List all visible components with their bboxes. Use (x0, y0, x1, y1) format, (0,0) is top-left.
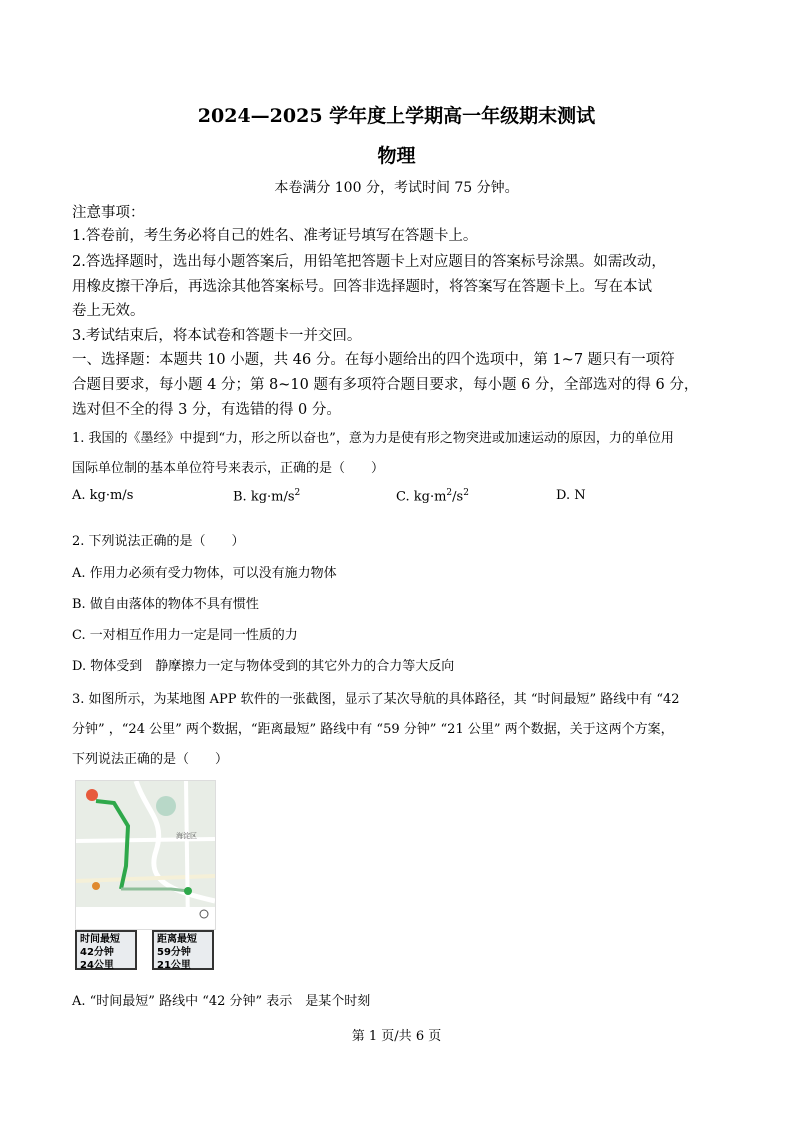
route-card-distance-shortest (152, 930, 214, 970)
exam-title: 2024—2025 学年度上学期高一年级期末测试 (197, 105, 596, 127)
note-3: 3.考试结束后，将本试卷和答题卡一并交回。 (72, 328, 362, 344)
q3-stem-line-2: 分钟” ，“24 公里” 两个数据，“距离最短” 路线中有 “59 分钟” “21 公里” 两个数据，关于这两个方案， (72, 722, 674, 737)
q1-option-c: C. $kg\cdot m^2/s^2$ (396, 488, 469, 505)
section-1-line-3: 选对但不全的得 3 分，有选错的得 0 分。 (72, 402, 341, 418)
route-card-title: 距离最短 (157, 934, 197, 945)
q1-option-b: B. $kg\cdot m/s^2$ (233, 488, 301, 505)
note-2-line-3: 卷上无效。 (72, 303, 145, 319)
section-1-line-2: 合题目要求，每小题 4 分；第 8~10 题有多项符合题目要求，每小题 6 分，全部选对的得 6 分， (72, 377, 699, 393)
navigation-map-image (75, 780, 216, 930)
exam-meta: 本卷满分 100 分，考试时间 75 分钟。 (274, 180, 519, 196)
page-footer: 第 1 页/共 6 页 (351, 1029, 442, 1044)
note-2-line-1: 2.答选择题时，选出每小题答案后，用铅笔把答题卡上对应题目的答案标号涂黑。如需改动， (72, 254, 666, 270)
route-card-distance: 21公里 (157, 960, 191, 971)
q1-option-a: A. kg·m/s (72, 488, 134, 503)
route-card-duration: 59分钟 (157, 947, 191, 958)
note-2-line-2: 用橡皮擦干净后，再选涂其他答案标号。回答非选择题时，将答案写在答题卡上。写在本试 (72, 279, 652, 295)
notes-heading: 注意事项： (72, 205, 145, 221)
route-card-duration: 42分钟 (80, 947, 114, 958)
section-1-line-1: 一、选择题：本题共 10 小题，共 46 分。在每小题给出的四个选项中，第 1~7 题只有一项符 (72, 352, 675, 368)
q2-option-c: C. 一对相互作用力一定是同一性质的力 (72, 628, 298, 643)
note-1: 1.答卷前，考生务必将自己的姓名、准考证号填写在答题卡上。 (72, 228, 478, 244)
q1-stem-line-1: 1. 我国的《墨经》中提到“力，形之所以奋也”，意为力是使有形之物突进或加速运动的原因，力的单位用 (72, 431, 674, 446)
subject-title: 物理 (377, 145, 416, 167)
q2-option-a: A. 作用力必须有受力物体，可以没有施力物体 (72, 566, 337, 581)
q3-stem-line-3: 下列说法正确的是（ ） (72, 752, 229, 767)
map-graphic (76, 781, 215, 929)
q3-stem-line-1: 3. 如图所示，为某地图 APP 软件的一张截图，显示了某次导航的具体路径，其 “时间最短” 路线中有 “42 (72, 692, 680, 707)
q2-option-b: B. 做自由落体的物体不具有惯性 (72, 597, 259, 612)
q2-option-d: D. 物体受到 静摩擦力一定与物体受到的其它外力的合力等大反向 (72, 659, 455, 674)
route-card-time-shortest (75, 930, 137, 970)
q2-stem: 2. 下列说法正确的是（ ） (72, 534, 245, 549)
route-card-title: 时间最短 (80, 934, 120, 945)
q3-option-a: A. “时间最短” 路线中 “42 分钟” 表示 是某个时刻 (72, 994, 371, 1009)
map-district-label: 海淀区 (176, 832, 197, 840)
q1-stem-line-2: 国际单位制的基本单位符号来表示，正确的是（ ） (72, 461, 385, 476)
route-card-distance: 24公里 (80, 960, 114, 971)
q1-option-d: D. N (556, 488, 586, 503)
